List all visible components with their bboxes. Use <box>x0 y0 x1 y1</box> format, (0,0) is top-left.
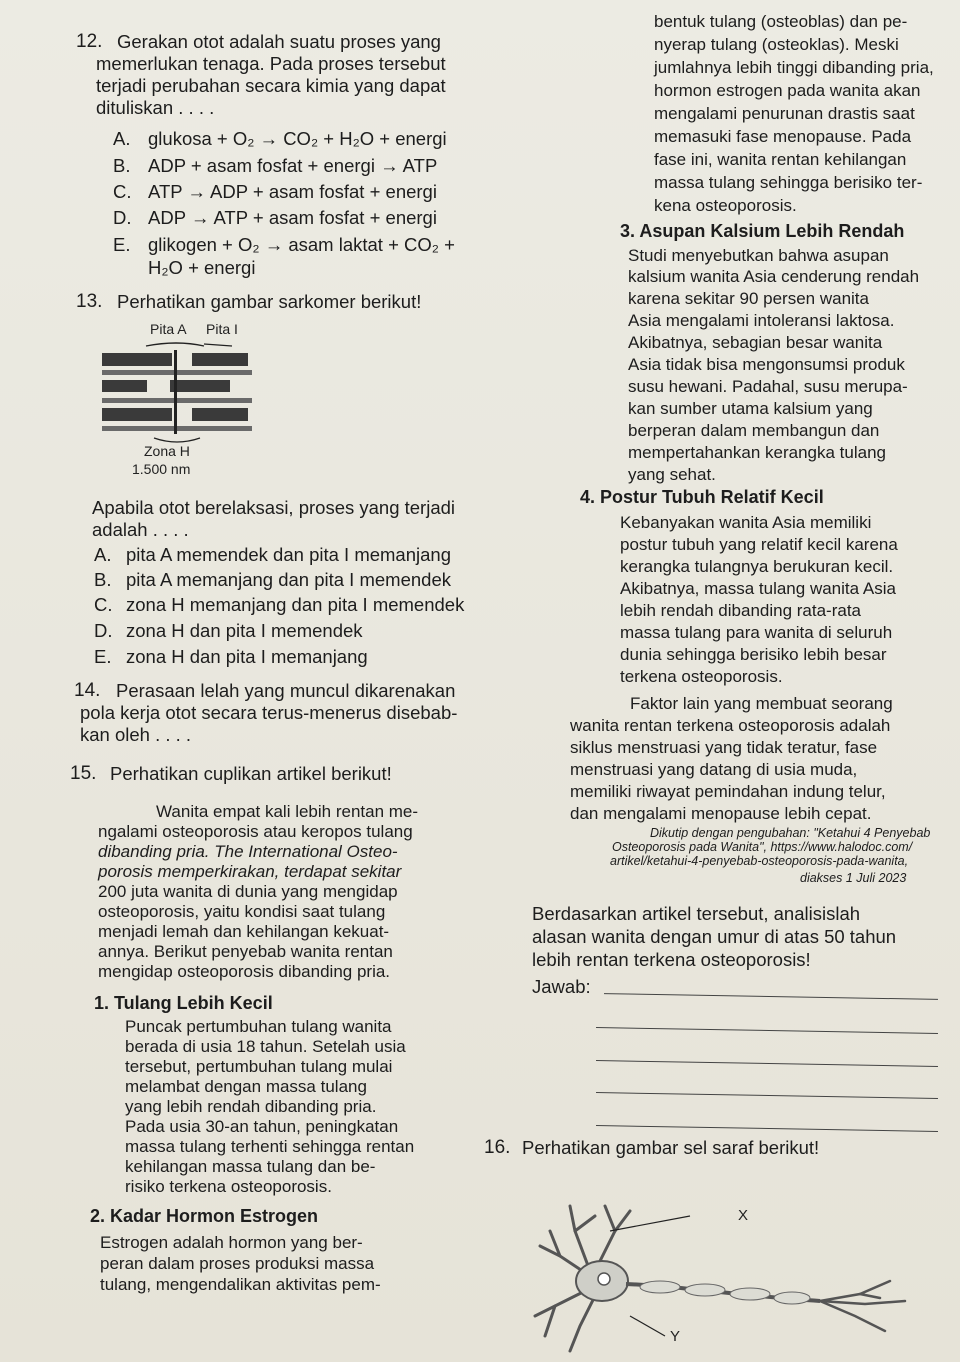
article-line: nyerap tulang (osteoklas). Meski <box>654 35 899 54</box>
zona-h-bracket <box>154 438 200 442</box>
article-line: hormon estrogen pada wanita akan <box>654 81 921 100</box>
article-line: Kebanyakan wanita Asia memiliki <box>620 513 872 532</box>
article-line: kehilangan massa tulang dan be- <box>125 1157 376 1176</box>
option-text: ADP + asam fosfat + energi → ATP <box>148 155 438 176</box>
article-line: dunia sehingga berisiko lebih besar <box>620 645 887 664</box>
article-line: siklus menstruasi yang tidak teratur, fase <box>570 738 878 757</box>
neuron-diagram <box>520 1176 940 1356</box>
q15-task-line: Berdasarkan artikel tersebut, analisislah <box>532 903 861 924</box>
article-line: kena osteoporosis. <box>654 196 797 215</box>
article-line: berada di usia 18 tahun. Setelah usia <box>125 1037 406 1056</box>
article-line: porosis memperkirakan, terdapat sekitar <box>98 862 402 881</box>
article-line: tersebut, pertumbuhan tulang mulai <box>125 1057 393 1076</box>
answer-line[interactable] <box>596 1125 938 1132</box>
article-line: massa tulang sehingga berisiko ter- <box>654 173 923 192</box>
point4-title: 4. Postur Tubuh Relatif Kecil <box>580 487 824 507</box>
article-line: Faktor lain yang membuat seorang <box>630 694 893 713</box>
article-line: mengalami penurunan drastis saat <box>654 104 915 123</box>
article-line: kan sumber utama kalsium yang <box>628 399 873 418</box>
article-line: melambat dengan massa tulang <box>125 1077 367 1096</box>
article-line: Asia tidak bisa mengonsumsi produk <box>628 355 905 374</box>
source-line: diakses 1 Juli 2023 <box>800 871 907 885</box>
article-line: wanita rentan terkena osteoporosis adalah <box>570 716 891 735</box>
article-line: Studi menyebutkan bahwa asupan <box>628 246 889 265</box>
article-line: karena sekitar 90 persen wanita <box>628 289 869 308</box>
q12-stem-line: dituliskan . . . . <box>96 97 215 118</box>
option-label: D. <box>113 207 132 228</box>
q12-stem-line: memerlukan tenaga. Pada proses tersebut <box>96 53 446 74</box>
option-label: A. <box>94 544 112 565</box>
article-line: menstruasi yang datang di usia muda, <box>570 760 858 779</box>
article-line: Asia mengalami intoleransi laktosa. <box>628 311 895 330</box>
option-label: E. <box>113 234 131 255</box>
article-line: bentuk tulang (osteoblas) dan pe- <box>654 12 908 31</box>
option-label: C. <box>94 594 113 615</box>
label-pita-a: Pita A <box>150 321 187 337</box>
article-line: kalsium wanita Asia cenderung rendah <box>628 267 920 286</box>
option-label: B. <box>113 155 131 176</box>
option-label: E. <box>94 646 112 667</box>
option-text: pita A memanjang dan pita I memendek <box>126 569 451 590</box>
q12-stem-line: terjadi perubahan secara kimia yang dapat <box>96 75 446 96</box>
nucleus <box>598 1273 610 1285</box>
article-line: jumlahnya lebih tinggi dibanding pria, <box>654 58 934 77</box>
option-label: C. <box>113 181 132 202</box>
article-line: Wanita empat kali lebih rentan me- <box>156 802 419 821</box>
option-text: ATP → ADP + asam fosfat + energi <box>148 181 437 202</box>
option-text: ADP → ATP + asam fosfat + energi <box>148 207 437 228</box>
q12-stem-line: Gerakan otot adalah suatu proses yang <box>117 31 441 52</box>
answer-label: Jawab: <box>532 976 591 997</box>
q13-stem: Perhatikan gambar sarkomer berikut! <box>117 291 422 312</box>
answer-line[interactable] <box>596 1092 938 1099</box>
option-label: A. <box>113 128 131 149</box>
q13-number: 13. <box>76 291 103 312</box>
q15-task-line: lebih rentan terkena osteoporosis! <box>532 949 811 970</box>
article-line: massa tulang para wanita di seluruh <box>620 623 893 642</box>
answer-line[interactable] <box>596 1027 938 1034</box>
article-line: Pada usia 30-an tahun, peningkatan <box>125 1117 399 1136</box>
pita-a-bracket <box>146 343 204 346</box>
source-line: Dikutip dengan pengubahan: "Ketahui 4 Penyebab <box>650 826 931 840</box>
option-text: zona H dan pita I memendek <box>126 620 363 641</box>
option-label: D. <box>94 620 113 641</box>
article-line: menjadi lemah dan kehilangan kekuat- <box>98 922 390 941</box>
option-text-cont: H₂O + energi <box>148 257 256 278</box>
label-y: Y <box>670 1328 681 1345</box>
point3-title: 3. Asupan Kalsium Lebih Rendah <box>620 221 905 241</box>
answer-line[interactable] <box>596 1060 938 1067</box>
option-text: glukosa + O₂ → CO₂ + H₂O + energi <box>148 128 447 149</box>
option-text: glikogen + O₂ → asam laktat + CO₂ + <box>148 234 455 255</box>
sarcomere-diagram <box>92 318 282 478</box>
article-line: Puncak pertumbuhan tulang wanita <box>125 1017 392 1036</box>
z-lines <box>174 350 177 434</box>
q13-question-line: adalah . . . . <box>92 519 189 540</box>
option-label: B. <box>94 569 112 590</box>
axon-terminals <box>820 1281 905 1331</box>
article-line: tulang, mengendalikan aktivitas pem- <box>100 1275 381 1294</box>
source-line: Osteoporosis pada Wanita", https://www.halodoc.com/ <box>612 840 913 854</box>
pita-i-bracket <box>204 344 232 346</box>
article-line: Akibatnya, massa tulang wanita Asia <box>620 579 896 598</box>
q15-task-line: alasan wanita dengan umur di atas 50 tahun <box>532 926 897 947</box>
article-line: peran dalam proses produksi massa <box>100 1254 375 1273</box>
article-line: mempertahankan kerangka tulang <box>628 443 886 462</box>
article-line: 200 juta wanita di dunia yang mengidap <box>98 882 398 901</box>
article-line: memiliki riwayat pemindahan indung telur, <box>570 782 886 801</box>
point1-title: 1. Tulang Lebih Kecil <box>94 993 273 1013</box>
article-line: memasuki fase menopause. Pada <box>654 127 912 146</box>
article-line: susu hewani. Padahal, susu merupa- <box>628 377 908 396</box>
label-length: 1.500 nm <box>132 461 191 477</box>
article-line: Akibatnya, sebagian besar wanita <box>628 333 883 352</box>
option-text: zona H dan pita I memanjang <box>126 646 368 667</box>
article-line: postur tubuh yang relatif kecil karena <box>620 535 898 554</box>
label-zona-h: Zona H <box>144 443 190 459</box>
pointer-y <box>630 1316 665 1336</box>
option-text: zona H memanjang dan pita I memendek <box>126 594 465 615</box>
q13-question-line: Apabila otot berelaksasi, proses yang terjadi <box>92 497 456 518</box>
answer-line[interactable] <box>604 993 938 1000</box>
q14-stem-line: pola kerja otot secara terus-menerus disebab- <box>80 702 458 723</box>
label-pita-i: Pita I <box>206 321 238 337</box>
article-line: annya. Berikut penyebab wanita rentan <box>98 942 393 961</box>
article-line: ngalami osteoporosis atau keropos tulang <box>98 822 413 841</box>
point2-title: 2. Kadar Hormon Estrogen <box>90 1206 319 1226</box>
q15-number: 15. <box>70 763 97 784</box>
q16-stem: Perhatikan gambar sel saraf berikut! <box>522 1137 820 1158</box>
article-line: lebih rendah dibanding rata-rata <box>620 601 862 620</box>
article-line: dan mengalami menopause lebih cepat. <box>570 804 872 823</box>
source-line: artikel/ketahui-4-penyebab-osteoporosis-pada-wanita, <box>610 854 909 868</box>
article-line: fase ini, wanita rentan kehilangan <box>654 150 907 169</box>
article-line: berperan dalam membangun dan <box>628 421 880 440</box>
q14-stem-line: kan oleh . . . . <box>80 724 192 745</box>
article-line: yang lebih rendah dibanding pria. <box>125 1097 377 1116</box>
article-line: yang sehat. <box>628 465 716 484</box>
article-line: osteoporosis, yaitu kondisi saat tulang <box>98 902 386 921</box>
article-line: kerangka tulangnya berukuran kecil. <box>620 557 894 576</box>
q14-stem-line: Perasaan lelah yang muncul dikarenakan <box>116 680 456 701</box>
option-text: pita A memendek dan pita I memanjang <box>126 544 451 565</box>
article-line: dibanding pria. The International Osteo- <box>98 842 398 861</box>
q15-stem: Perhatikan cuplikan artikel berikut! <box>110 763 392 784</box>
article-line: risiko terkena osteoporosis. <box>125 1177 332 1196</box>
q14-number: 14. <box>74 680 101 701</box>
article-line: mengidap osteoporosis dibanding pria. <box>98 962 391 981</box>
q16-number: 16. <box>484 1137 511 1158</box>
article-line: massa tulang terhenti sehingga rentan <box>125 1137 415 1156</box>
q12-number: 12. <box>76 31 103 52</box>
article-line: terkena osteoporosis. <box>620 667 783 686</box>
label-x: X <box>738 1207 749 1224</box>
article-line: Estrogen adalah hormon yang ber- <box>100 1233 363 1252</box>
